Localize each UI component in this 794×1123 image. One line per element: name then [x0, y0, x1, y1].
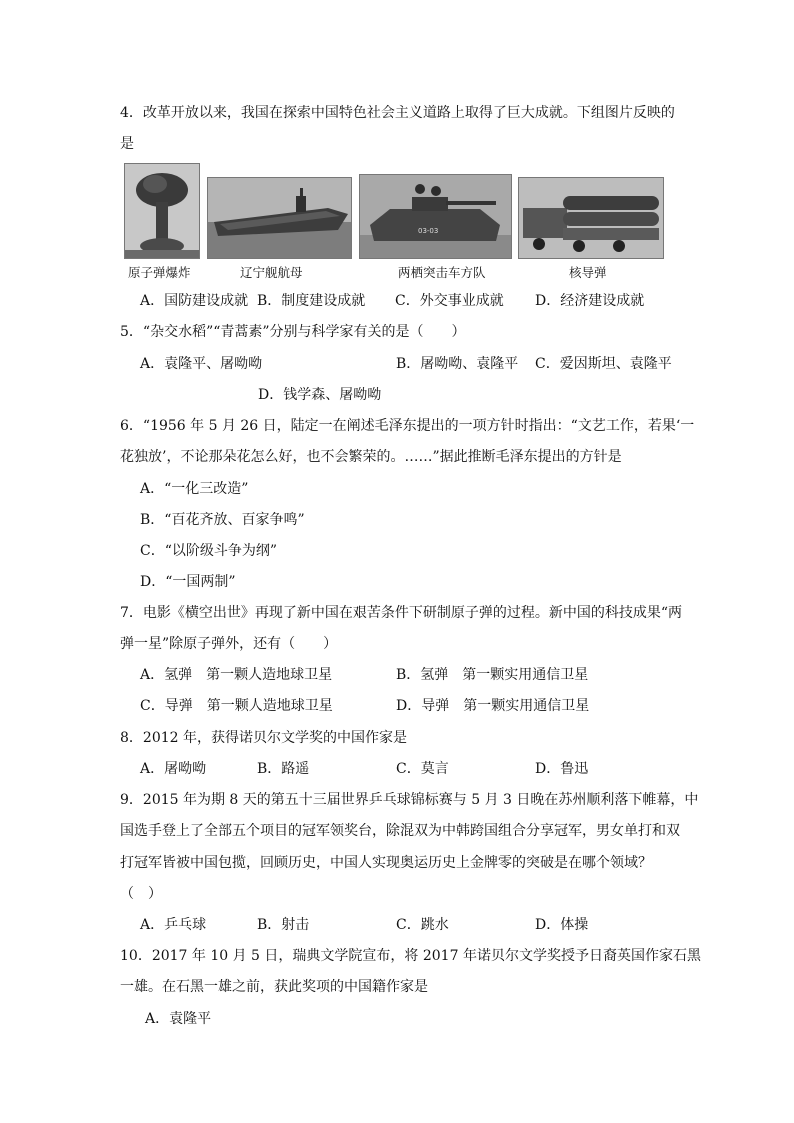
- q5-option-b[interactable]: B．屠呦呦、袁隆平: [396, 356, 519, 372]
- q8-option-c[interactable]: C．莫言: [396, 761, 449, 777]
- amphibious-vehicle-photo: [359, 174, 512, 259]
- q6-option-d[interactable]: D．“一国两制”: [140, 574, 236, 590]
- q8-option-a[interactable]: A．屠呦呦: [140, 761, 207, 777]
- q7-option-a[interactable]: A．氢弹 第一颗人造地球卫星: [140, 667, 333, 683]
- q4-stem-line2: 是: [120, 136, 134, 152]
- q4-option-c[interactable]: C．外交事业成就: [395, 293, 504, 309]
- q6-stem-line1: 6．“1956 年 5 月 26 日，陆定一在阐述毛泽东提出的一项方针时指出：“文艺工作，若果‘一: [120, 418, 695, 434]
- q9-stem-line2: 国选手登上了全部五个项目的冠军领奖台，除混双为中韩跨国组合分享冠军，男女单打和双: [120, 823, 680, 839]
- q4-option-d[interactable]: D．经济建设成就: [535, 293, 645, 309]
- q7-stem-line1: 7．电影《横空出世》再现了新中国在艰苦条件下研制原子弹的过程。新中国的科技成果“两: [120, 605, 683, 621]
- q7-stem-line2: 弹一星”除原子弹外，还有（ ）: [120, 636, 338, 652]
- q7-option-d[interactable]: D．导弹 第一颗实用通信卫星: [396, 698, 590, 714]
- q4-stem-line1: 4．改革开放以来，我国在探索中国特色社会主义道路上取得了巨大成就。下组图片反映的: [120, 105, 675, 121]
- q5-option-a[interactable]: A．袁隆平、屠呦呦: [140, 356, 263, 372]
- q4-option-a[interactable]: A．国防建设成就: [140, 293, 249, 309]
- aircraft-carrier-photo: [207, 177, 352, 259]
- q7-option-c[interactable]: C．导弹 第一颗人造地球卫星: [140, 698, 333, 714]
- q9-option-b[interactable]: B．射击: [257, 917, 310, 933]
- q10-stem-line2: 一雄。在石黑一雄之前，获此奖项的中国籍作家是: [120, 979, 428, 995]
- q9-stem-line3: 打冠军皆被中国包揽，回顾历史，中国人实现奥运历史上金牌零的突破是在哪个领域？: [120, 855, 652, 871]
- q9-stem-line1: 9．2015 年为期 8 天的第五十三届世界乒乓球锦标赛与 5 月 3 日晚在苏州顺利落下帷幕，中: [120, 792, 699, 808]
- q8-option-b[interactable]: B．路遥: [257, 761, 310, 777]
- q5-stem: 5．“杂交水稻”“青蒿素”分别与科学家有关的是（ ）: [120, 324, 466, 340]
- mushroom-cloud-photo: [124, 163, 200, 259]
- caption-atomic-bomb: 原子弹爆炸: [128, 265, 191, 280]
- q7-option-b[interactable]: B．氢弹 第一颗实用通信卫星: [396, 667, 589, 683]
- caption-amphibious: 两栖突击车方队: [398, 265, 486, 280]
- q6-stem-line2: 花独放’，不论那朵花怎么好，也不会繁荣的。……”据此推断毛泽东提出的方针是: [120, 449, 622, 465]
- q6-option-a[interactable]: A．“一化三改造”: [140, 481, 249, 497]
- q8-stem: 8．2012 年，获得诺贝尔文学奖的中国作家是: [120, 730, 407, 746]
- q6-option-c[interactable]: C．“以阶级斗争为纲”: [140, 543, 278, 559]
- q9-option-c[interactable]: C．跳水: [396, 917, 449, 933]
- q5-option-c[interactable]: C．爱因斯坦、袁隆平: [535, 356, 672, 372]
- q4-option-b[interactable]: B．制度建设成就: [257, 293, 366, 309]
- svg-text:03-03: 03-03: [418, 227, 439, 235]
- q10-stem-line1: 10．2017 年 10 月 5 日，瑞典文学院宣布，将 2017 年诺贝尔文学奖授予日裔英国作家石黑: [120, 948, 701, 964]
- q9-stem-line4: （ ）: [120, 886, 162, 902]
- caption-carrier: 辽宁舰航母: [240, 265, 303, 280]
- q6-option-b[interactable]: B．“百花齐放、百家争鸣”: [140, 512, 305, 528]
- q10-option-a[interactable]: A．袁隆平: [145, 1011, 212, 1027]
- caption-missile: 核导弹: [569, 265, 607, 280]
- q5-option-d[interactable]: D．钱学森、屠呦呦: [258, 387, 382, 403]
- q9-option-a[interactable]: A．乒乓球: [140, 917, 207, 933]
- q9-option-d[interactable]: D．体操: [535, 917, 589, 933]
- q8-option-d[interactable]: D．鲁迅: [535, 761, 589, 777]
- missile-launcher-photo: [518, 177, 664, 259]
